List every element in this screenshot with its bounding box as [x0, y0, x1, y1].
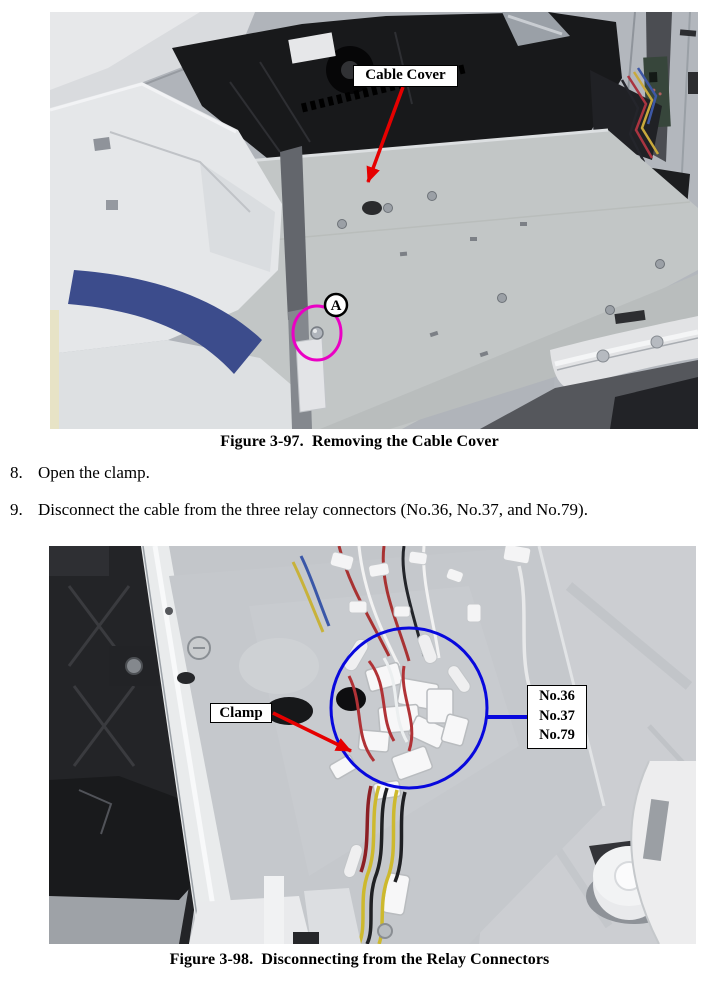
connector-label-no37: No.37 [539, 707, 575, 724]
cable-cover-label: Cable Cover [353, 65, 458, 87]
figure-2-caption: Figure 3-98. Disconnecting from the Relay Connectors [169, 951, 550, 968]
step-9-text: Disconnect the cable from the three relay connectors (No.36, No.37, and No.79). [38, 500, 588, 519]
connector-label-no79: No.79 [539, 727, 575, 743]
screw-badge-a [325, 294, 347, 316]
step-8-number: 8. [10, 463, 23, 482]
connector-label-box [527, 685, 587, 749]
figure-1 [50, 12, 698, 429]
figure-2-photo [49, 546, 696, 944]
step-9-number: 9. [10, 500, 23, 519]
screw-badge-a-label: A [330, 298, 342, 314]
step-8-text: Open the clamp. [38, 463, 150, 482]
clamp-label: Clamp [210, 703, 272, 723]
figure-2 [49, 546, 696, 944]
figure-1-caption: Figure 3-97. Removing the Cable Cover [220, 433, 499, 450]
connector-label-no36: No.36 [539, 688, 575, 704]
